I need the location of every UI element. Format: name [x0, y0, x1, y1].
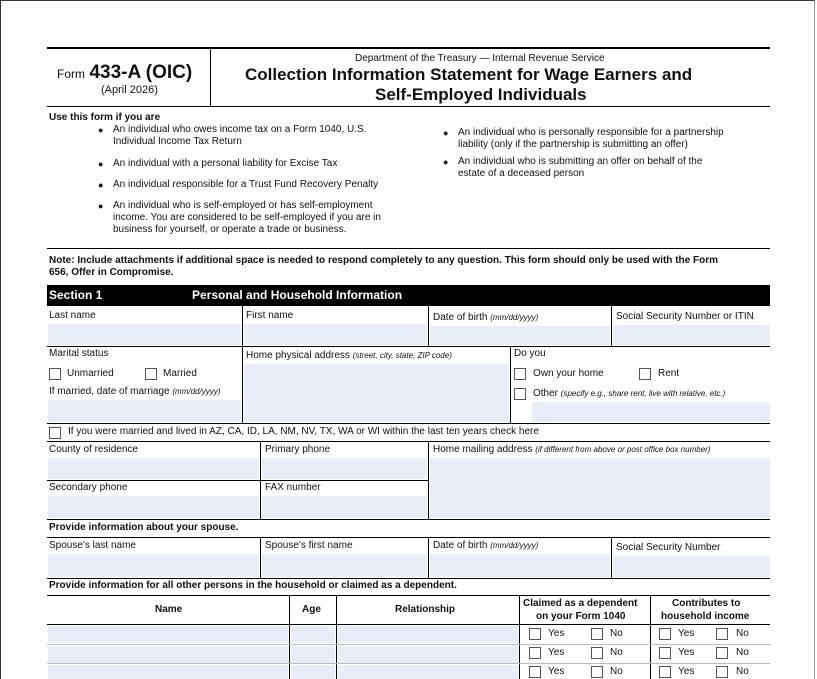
own-home-label: Own your home	[533, 368, 604, 379]
dob-field[interactable]	[430, 326, 610, 345]
row-rule	[47, 578, 770, 579]
spouse-ssn-field[interactable]	[613, 556, 770, 577]
no-label: No	[610, 666, 623, 677]
bullet-icon: ●	[443, 128, 449, 138]
do-you-label: Do you	[514, 348, 546, 359]
col-header-relationship: Relationship	[395, 604, 456, 615]
form-title-line1: Collection Information Statement for Wage Earners and	[245, 65, 693, 84]
col-header-name: Name	[155, 604, 183, 615]
yes-label: Yes	[678, 628, 695, 639]
bullet-icon: ●	[98, 125, 104, 135]
row-rule	[47, 441, 770, 442]
ssn-itin-field[interactable]	[613, 325, 770, 345]
divider	[611, 537, 612, 578]
form-word: Form	[57, 67, 85, 81]
contrib-yes-checkbox[interactable]	[659, 647, 671, 659]
spouse-last-name-label: Spouse's last name	[49, 540, 136, 551]
spouse-ssn-label: Social Security Number	[616, 542, 721, 553]
claimed-no-checkbox[interactable]	[591, 647, 603, 659]
col-header-contrib-1: Contributes to	[672, 598, 741, 609]
rent-checkbox[interactable]	[639, 368, 651, 380]
last-name-field[interactable]	[48, 324, 241, 345]
mailing-address-label: Home mailing address (if different from above or post office box number)	[433, 444, 711, 455]
county-label: County of residence	[49, 444, 138, 455]
own-home-checkbox[interactable]	[514, 368, 526, 380]
bullet-icon: ●	[443, 157, 449, 167]
household-heading: Provide information for all other persons in the household or claimed as a dependent.	[49, 580, 457, 591]
secondary-phone-field[interactable]	[48, 496, 259, 518]
contrib-yes-checkbox[interactable]	[659, 628, 671, 640]
spouse-dob-field[interactable]	[430, 554, 610, 577]
divider	[428, 537, 429, 578]
other-checkbox[interactable]	[514, 388, 526, 400]
spouse-heading: Provide information about your spouse.	[49, 522, 239, 533]
row-rule	[47, 423, 770, 424]
fax-field[interactable]	[262, 496, 427, 518]
other-label: Other (specify e.g., share rent, live with relative, etc.)	[533, 388, 726, 399]
marriage-date-field[interactable]	[48, 400, 241, 422]
married-checkbox[interactable]	[145, 368, 157, 380]
dependent-relationship-field[interactable]	[338, 646, 518, 663]
use-form-heading: Use this form if you are	[49, 112, 161, 123]
table-top-rule	[47, 595, 770, 596]
community-property-label: If you were married and lived in AZ, CA, ID, LA, NM, NV, TX, WA or WI within the last ten years check here	[68, 426, 539, 437]
contrib-no-checkbox[interactable]	[716, 666, 728, 678]
dependent-name-field[interactable]	[48, 646, 288, 663]
agency-line: Department of the Treasury — Internal Revenue Service	[355, 53, 605, 64]
mailing-address-field[interactable]	[430, 458, 770, 518]
spouse-dob-label: Date of birth (mm/dd/yyyy)	[433, 540, 539, 551]
no-label: No	[736, 666, 749, 677]
home-address-field[interactable]	[244, 364, 509, 422]
divider	[611, 306, 612, 346]
primary-phone-field[interactable]	[262, 458, 427, 479]
bullet-icon: ●	[98, 180, 104, 190]
divider	[510, 346, 511, 423]
no-label: No	[610, 628, 623, 639]
col-header-contrib-2: household income	[661, 611, 750, 622]
dependent-relationship-field[interactable]	[338, 626, 518, 643]
claimed-no-checkbox[interactable]	[591, 666, 603, 678]
col-divider	[336, 595, 337, 679]
bullet-icon: ●	[98, 201, 104, 211]
secondary-phone-label: Secondary phone	[49, 482, 128, 493]
header-bottom-rule	[47, 106, 770, 107]
no-label: No	[736, 628, 749, 639]
yes-label: Yes	[678, 666, 695, 677]
table-header-rule	[47, 624, 770, 625]
claimed-yes-checkbox[interactable]	[529, 628, 541, 640]
form-number	[57, 62, 192, 84]
ssn-itin-label: Social Security Number or ITIN	[616, 311, 754, 322]
row-rule	[47, 537, 770, 538]
dependent-name-field[interactable]	[48, 626, 288, 643]
rent-label: Rent	[658, 368, 680, 379]
unmarried-checkbox[interactable]	[49, 368, 61, 380]
dependent-age-field[interactable]	[291, 626, 335, 643]
form-number-text: 433-A (OIC)	[89, 62, 193, 83]
fax-label: FAX number	[265, 482, 321, 493]
yes-label: Yes	[548, 647, 565, 658]
no-label: No	[610, 647, 623, 658]
note-line1: Note: Include attachments if additional space is needed to respond completely to any question. This form should only be used with the Form	[49, 255, 718, 266]
other-specify-field[interactable]	[532, 402, 770, 422]
use-item-1: An individual who owes income tax on a Form 1040, U.S. Individual Income Tax Return	[113, 124, 367, 147]
spouse-last-name-field[interactable]	[48, 554, 259, 577]
divider	[428, 306, 429, 346]
bullet-icon: ●	[98, 159, 104, 169]
form-date: (April 2026)	[101, 84, 158, 96]
section1-label: Section 1	[49, 288, 103, 302]
divider	[242, 346, 243, 423]
claimed-yes-checkbox[interactable]	[529, 666, 541, 678]
dependent-age-field[interactable]	[291, 646, 335, 663]
yes-label: Yes	[548, 666, 565, 677]
married-label: Married	[163, 368, 197, 379]
row-rule	[47, 346, 770, 347]
header-top-rule	[47, 47, 770, 49]
first-name-field[interactable]	[244, 324, 427, 345]
dob-label: Date of birth (mm/dd/yyyy)	[433, 312, 539, 323]
claimed-no-checkbox[interactable]	[591, 628, 603, 640]
use-item-3: An individual responsible for a Trust Fund Recovery Penalty	[113, 179, 379, 190]
note-top-rule	[47, 248, 770, 249]
dependent-age-field[interactable]	[291, 665, 335, 679]
use-item-6: An individual who is submitting an offer on behalf of the estate of a deceased person	[458, 156, 703, 179]
first-name-label: First name	[246, 310, 294, 321]
spouse-first-name-label: Spouse's first name	[265, 540, 353, 551]
section1-bar	[47, 285, 770, 306]
spouse-first-name-field[interactable]	[262, 554, 427, 577]
county-field[interactable]	[48, 458, 259, 479]
community-property-checkbox[interactable]	[49, 427, 61, 439]
divider	[242, 306, 243, 346]
primary-phone-label: Primary phone	[265, 444, 331, 455]
contrib-no-checkbox[interactable]	[716, 647, 728, 659]
no-label: No	[736, 647, 749, 658]
row-rule	[47, 480, 429, 481]
contrib-yes-checkbox[interactable]	[659, 666, 671, 678]
claimed-yes-checkbox[interactable]	[529, 647, 541, 659]
contrib-no-checkbox[interactable]	[716, 628, 728, 640]
divider	[260, 537, 261, 578]
home-address-label: Home physical address (street, city, state, ZIP code)	[246, 350, 452, 361]
use-item-4: An individual who is self-employed or has self-employment income. You are considered to be self-employed if you are in business for yourself, or operate a trade or business.	[113, 200, 381, 235]
marital-status-label: Marital status	[49, 348, 109, 359]
marriage-date-label: If married, date of marriage (mm/dd/yyyy)	[49, 386, 221, 397]
dependent-relationship-field[interactable]	[338, 665, 518, 679]
last-name-label: Last name	[49, 310, 96, 321]
row-rule	[47, 519, 770, 520]
dependent-name-field[interactable]	[48, 665, 288, 679]
yes-label: Yes	[678, 647, 695, 658]
col-divider	[650, 595, 651, 679]
unmarried-label: Unmarried	[67, 368, 114, 379]
col-header-claimed-2: on your Form 1040	[536, 611, 626, 622]
section1-title: Personal and Household Information	[192, 288, 403, 302]
note-line2: 656, Offer in Compromise.	[49, 267, 174, 278]
table-row-rule	[47, 663, 770, 664]
form-title-line2: Self-Employed Individuals	[375, 85, 587, 104]
yes-label: Yes	[548, 628, 565, 639]
header-divider	[210, 48, 211, 106]
col-divider	[289, 595, 290, 679]
col-divider	[519, 595, 520, 679]
use-item-2: An individual with a personal liability for Excise Tax	[113, 158, 338, 169]
col-header-age: Age	[302, 604, 321, 615]
use-item-5: An individual who is personally responsible for a partnership liability (only if the partnership is submitting an offer)	[458, 127, 724, 150]
table-row-rule	[47, 644, 770, 645]
col-header-claimed-1: Claimed as a dependent	[523, 598, 638, 609]
